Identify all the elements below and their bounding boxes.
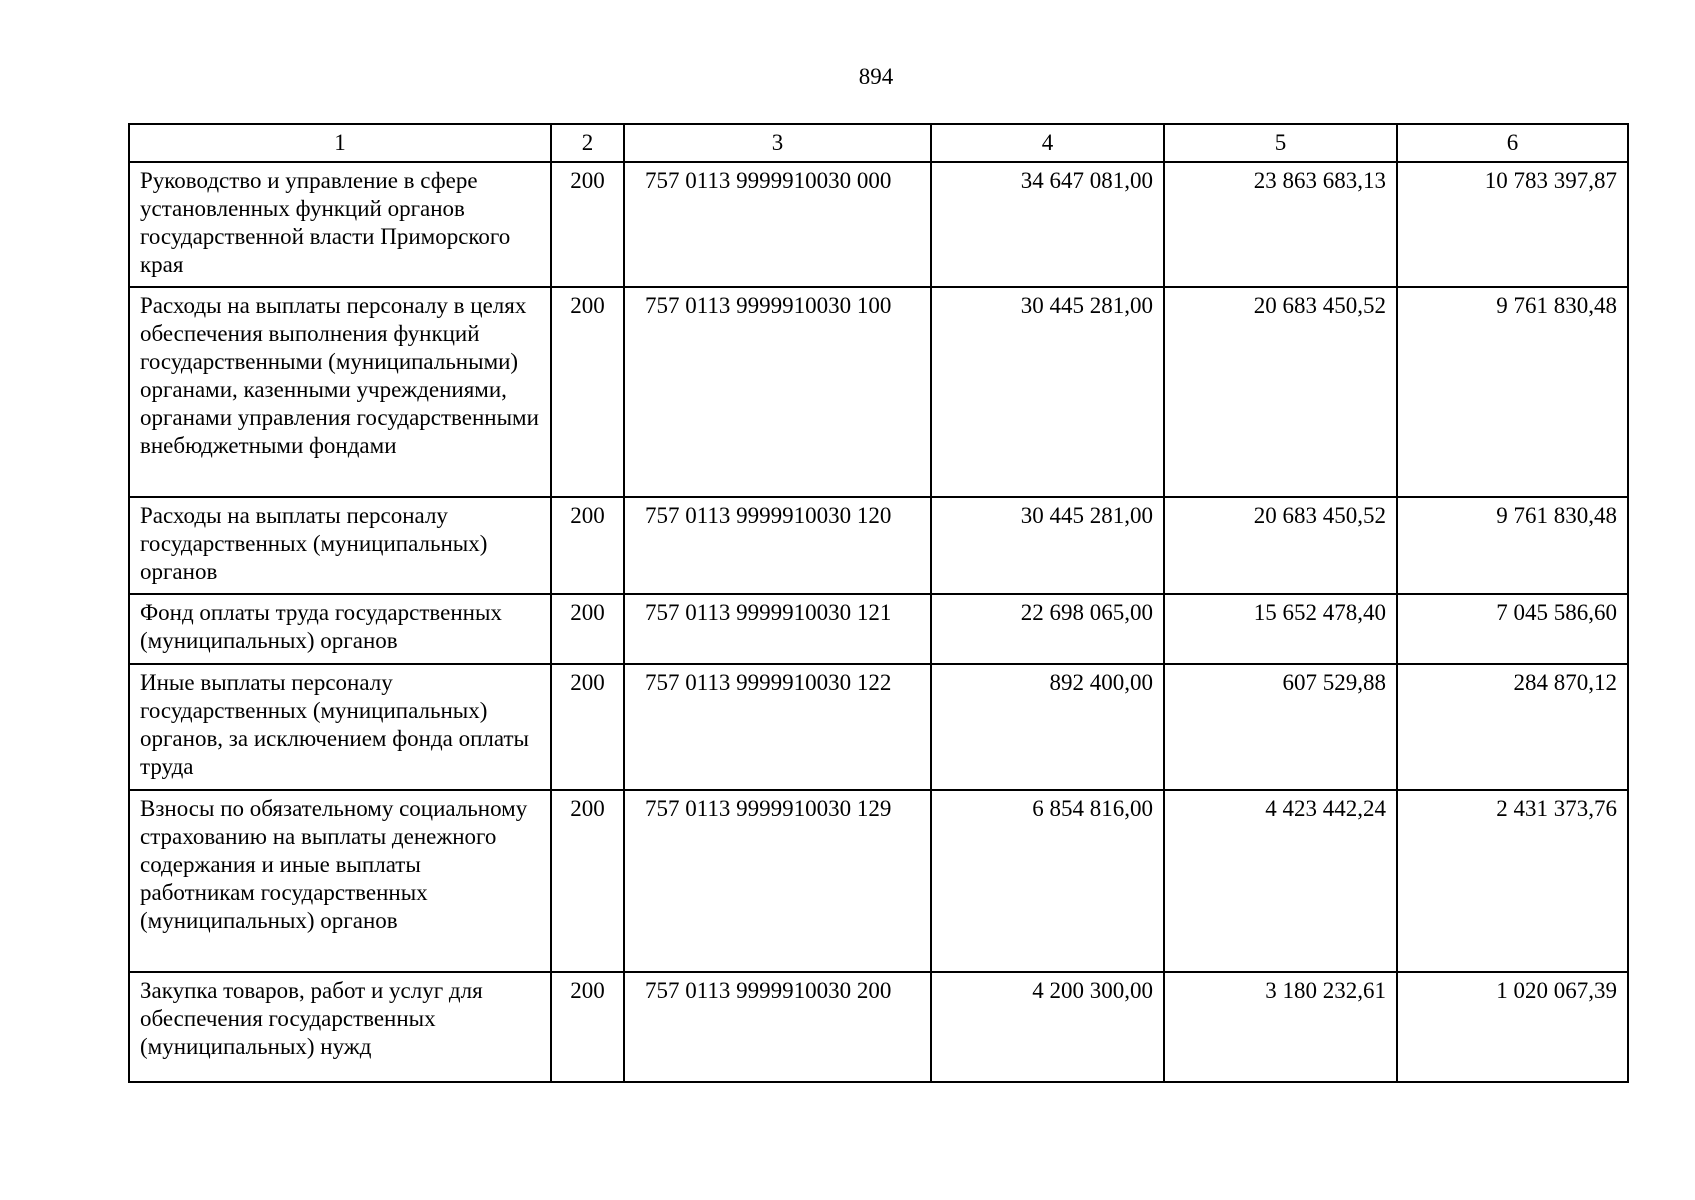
page-number: 894: [858, 64, 894, 89]
row-amount-6-cell: 7 045 586,60: [1397, 594, 1628, 664]
row-amount-5-cell: 20 683 450,52: [1164, 287, 1397, 497]
column-header-1: 1: [129, 124, 551, 162]
row-amount-4-cell: 4 200 300,00: [931, 972, 1164, 1082]
row-amount-4-cell: 34 647 081,00: [931, 162, 1164, 287]
row-amount-5-cell: 3 180 232,61: [1164, 972, 1397, 1082]
row-amount-6-cell: 10 783 397,87: [1397, 162, 1628, 287]
table-row: [129, 594, 1628, 664]
row-name-cell: Расходы на выплаты персоналу в целях обеспечения выполнения функций государственными (муниципальными) органами, казенными учреждениями, органами управления государственными внебюджетными фондами: [129, 287, 551, 497]
row-name-cell: Закупка товаров, работ и услуг для обеспечения государственных (муниципальных) нужд: [129, 972, 551, 1082]
row-name-cell: Иные выплаты персоналу государственных (муниципальных) органов, за исключением фонда оплаты труда: [129, 664, 551, 790]
row-amount-6-cell: 9 761 830,48: [1397, 287, 1628, 497]
row-amount-4-cell: 892 400,00: [931, 664, 1164, 790]
table-row: [129, 162, 1628, 287]
row-chapter-cell: 200: [551, 790, 624, 972]
table-row: [129, 497, 1628, 594]
table-row: [129, 287, 1628, 497]
row-code-cell: 757 0113 9999910030 122: [624, 664, 931, 790]
column-header-4: 4: [931, 124, 1164, 162]
column-header-3: 3: [624, 124, 931, 162]
row-code-cell: 757 0113 9999910030 000: [624, 162, 931, 287]
row-code-cell: 757 0113 9999910030 100: [624, 287, 931, 497]
column-header-5: 5: [1164, 124, 1397, 162]
row-amount-4-cell: 30 445 281,00: [931, 497, 1164, 594]
row-amount-6-cell: 9 761 830,48: [1397, 497, 1628, 594]
row-chapter-cell: 200: [551, 594, 624, 664]
table-header-row: [129, 124, 1628, 162]
row-chapter-cell: 200: [551, 972, 624, 1082]
row-amount-4-cell: 6 854 816,00: [931, 790, 1164, 972]
row-name-cell: Фонд оплаты труда государственных (муниципальных) органов: [129, 594, 551, 664]
row-name-cell: Взносы по обязательному социальному страхованию на выплаты денежного содержания и иные выплаты работникам государственных (муниципальных) органов: [129, 790, 551, 972]
row-amount-4-cell: 22 698 065,00: [931, 594, 1164, 664]
column-header-2: 2: [551, 124, 624, 162]
row-amount-6-cell: 2 431 373,76: [1397, 790, 1628, 972]
column-header-6: 6: [1397, 124, 1628, 162]
row-chapter-cell: 200: [551, 162, 624, 287]
row-name-cell: Руководство и управление в сфере установленных функций органов государственной власти Приморского края: [129, 162, 551, 287]
table-row: [129, 664, 1628, 790]
row-code-cell: 757 0113 9999910030 121: [624, 594, 931, 664]
row-chapter-cell: 200: [551, 497, 624, 594]
budget-table: [128, 123, 1629, 1083]
table-row: [129, 972, 1628, 1082]
row-name-cell: Расходы на выплаты персоналу государственных (муниципальных) органов: [129, 497, 551, 594]
row-amount-5-cell: 607 529,88: [1164, 664, 1397, 790]
row-code-cell: 757 0113 9999910030 120: [624, 497, 931, 594]
row-amount-5-cell: 15 652 478,40: [1164, 594, 1397, 664]
row-amount-5-cell: 20 683 450,52: [1164, 497, 1397, 594]
row-amount-6-cell: 1 020 067,39: [1397, 972, 1628, 1082]
row-amount-6-cell: 284 870,12: [1397, 664, 1628, 790]
row-code-cell: 757 0113 9999910030 200: [624, 972, 931, 1082]
row-chapter-cell: 200: [551, 287, 624, 497]
row-amount-5-cell: 23 863 683,13: [1164, 162, 1397, 287]
row-amount-4-cell: 30 445 281,00: [931, 287, 1164, 497]
row-amount-5-cell: 4 423 442,24: [1164, 790, 1397, 972]
row-chapter-cell: 200: [551, 664, 624, 790]
row-code-cell: 757 0113 9999910030 129: [624, 790, 931, 972]
table-row: [129, 790, 1628, 972]
